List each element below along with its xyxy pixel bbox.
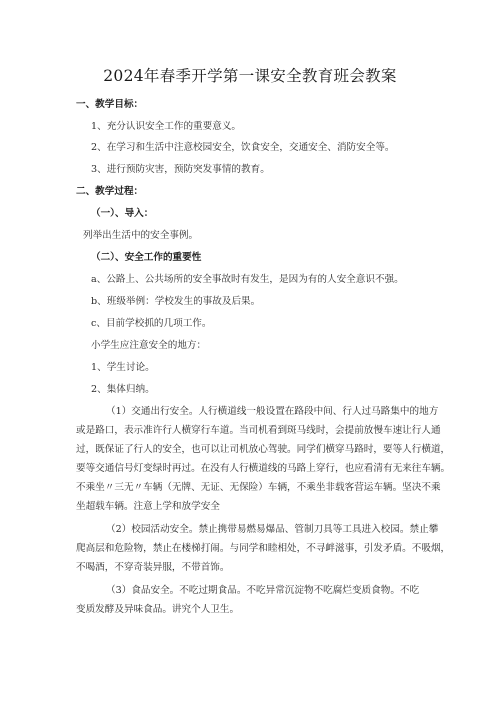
paragraph-2-line: （2）校园活动安全。禁止携带易燃易爆品、管制刀具等工具进入校园。禁止攀 — [106, 524, 439, 535]
importance-item-c: c、目前学校抓的几项工作。 — [91, 318, 212, 329]
paragraph-2-line: 爬高层和危险物，禁止在楼梯打闹。与同学和睦相处，不寻衅滋事，引发矛盾。不吸烟， — [76, 543, 451, 554]
paragraph-1-line: 或是路口，表示准许行人横穿行车道。当司机看到斑马线时，会提前放慢车速让行人通 — [76, 425, 441, 436]
paragraph-3-line: 变质发酵及异味食品。讲究个人卫生。 — [76, 604, 240, 615]
section-heading-objectives: 一、教学目标： — [76, 99, 144, 110]
paragraph-1-line: 坐超载车辆。注意上学和放学安全 — [76, 501, 220, 512]
objective-item-1: 1、充分认识安全工作的重要意义。 — [91, 121, 242, 132]
importance-item-a: a、公路上、公共场所的安全事故时有发生，是因为有的人安全意识不强。 — [91, 274, 404, 285]
paragraph-1-line: 过，既保证了行人的安全，也可以让司机放心驾驶。同学们横穿马路时，要等人行横道， — [76, 444, 451, 455]
importance-item-b: b、班级举例：学校发生的事故及后果。 — [91, 296, 261, 307]
paragraph-1-line: （1）交通出行安全。人行横道线一般设置在路段中间、行人过马路集中的地方 — [106, 406, 439, 417]
subsection-heading-importance: （二）、安全工作的重要性 — [91, 252, 202, 263]
step-item-1: 1、学生讨论。 — [91, 362, 155, 373]
step-item-2: 2、集体归纳。 — [91, 384, 155, 395]
paragraph-1-line: 不乘坐〃三无〃车辆（无牌、无证、无保险）车辆，不乘坐非载客营运车辆。坚决不乘 — [76, 482, 441, 493]
document-title: 2024年春季开学第一课安全教育班会教案 — [103, 67, 397, 85]
objective-item-2: 2、在学习和生活中注意校园安全，饮食安全，交通安全、消防安全等。 — [91, 142, 395, 153]
objective-item-3: 3、进行预防灾害，预防突发事情的教育。 — [91, 164, 270, 175]
intro-text: 列举出生活中的安全事例。 — [83, 230, 199, 241]
paragraph-2-line: 不喝酒，不穿奇装异服，不带首饰。 — [76, 562, 230, 573]
paragraph-1-line: 要等交通信号灯变绿时再过。在没有人行横道线的马路上穿行，也应看清有无来往车辆。 — [76, 463, 451, 474]
subsection-heading-intro: （一）、导入： — [91, 208, 154, 219]
paragraph-3-line: （3）食品安全。不吃过期食品。不吃异常沉淀物不吃腐烂变质食物。不吃 — [106, 585, 420, 596]
attention-intro: 小学生应注意安全的地方： — [91, 340, 207, 351]
section-heading-process: 二、教学过程： — [76, 186, 144, 197]
